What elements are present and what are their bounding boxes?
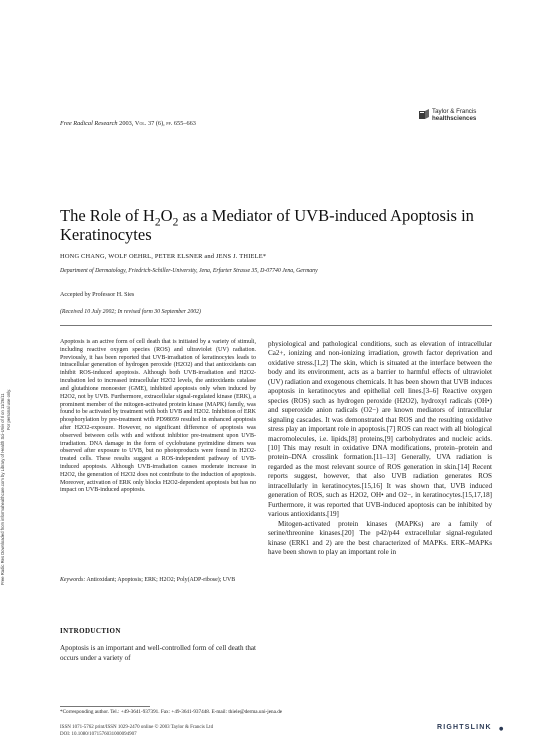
doi-line: DOI: 10.1080/1071576031000094907 (60, 731, 137, 737)
publisher-division: healthsciences (432, 115, 477, 122)
author-list: HONG CHANG, WOLF OEHRL, PETER ELSNER and JENS J. THIELE* (60, 253, 267, 260)
title-part-3: as a Mediator of UVB-induced Apoptosis in Keratinocytes (60, 206, 474, 244)
title-part-1: The Role of H (60, 206, 155, 225)
title-sub-2: 2 (172, 216, 179, 229)
received-dates: (Received 10 July 2002; In revised form 30 September 2002) (60, 309, 201, 315)
title-part-2: O (160, 206, 173, 225)
issn-line: ISSN 1071-5762 print/ISSN 1029-2470 online © 2003 Taylor & Francis Ltd (60, 725, 214, 730)
journal-citation: Free Radical Research 2003, Vol. 37 (6), pp. 655–663 (60, 120, 196, 127)
keywords-label: Keywords: (60, 577, 86, 583)
journal-name: Free Radical Research (60, 120, 118, 127)
body-right-column (268, 340, 492, 557)
issn-block (60, 725, 360, 738)
publisher-book-icon (418, 108, 430, 120)
keywords-text: Antioxidant; Apoptosis; ERK; H2O2; Poly(ADP-ribose); UVB (85, 577, 236, 583)
affiliation: Department of Dermatology, Friedrich-Schiller-University, Jena, Erfurter Strasse 35, D-07740 Jena, Germany (60, 268, 318, 274)
body-paragraph-1: physiological and pathological conditions, such as elevation of intracellular Ca2+, ionizing and non-ionizing irradiation, growth factor deprivation and oxidative stress.[1,2] The skin, which is situated at the interface between the body and its environment, acts as a barrier to harmful effects of ultraviolet (UV) radiation and exogenous chemicals. It has been shown that UVB induces apoptosis in keratinocytes and epithelial cell lines.[3–6] Reactive oxygen species (ROS) such as hydrogen peroxide (H2O2), hydroxyl radicals (OH•) and superoxide anion radicals (O2−) are known mediators of intracellular signaling cascades. It was demonstrated that ROS and the resulting oxidative stress play an important role in apoptosis.[7] ROS can react with all biological macromolecules, i.e. lipids,[8] proteins,[9] carbohydrates and nucleic acids.[10] This may result in oxidative DNA modifications, protein–protein and protein–DNA crosslink formation.[11–13] Generally, UVA radiation is regarded as the most relevant source of ROS generation in skin.[14] Recent reports suggest, however, that also UVB radiation generates ROS intracellularly in keratinocytes.[15,16] It was shown that, UVB induced generation of ROS, such as H2O2, OH• and O2−, in keratinocytes.[15,17,18] Furthermore, it was reported that UVB-induced apoptosis can be inhibited by various antioxidants.[19] (268, 340, 492, 519)
corresponding-author-footnote: *Corresponding author. Tel.: +49-3641-937391. Fax: +49-3641-937448. E-mail: thiele@derma.uni-jena.de (60, 709, 283, 715)
rightslink-label: RIGHTSLINK (437, 724, 492, 731)
rightslink-dots-icon: ● (499, 726, 504, 732)
title-sub-1: 2 (154, 216, 161, 229)
footnote-divider (60, 706, 150, 707)
body-paragraph-2: Mitogen-activated protein kinases (MAPKs) are a family of serine/threonine kinases.[20] The p42/p44 extracellular signal-regulated kinase (ERK1 and 2) are the best characterized of MAPKs. ERK–MAPKs have been shown to play an important role in (268, 519, 492, 556)
publisher-logo (418, 105, 492, 127)
keywords (60, 576, 256, 584)
introduction-heading: INTRODUCTION (60, 627, 121, 635)
accepted-by: Accepted by Professor H. Sies (60, 292, 135, 298)
download-watermark (0, 205, 14, 585)
journal-year: 2003 (119, 120, 132, 127)
journal-volume: Vol. 37 (6), pp. 655–663 (134, 120, 196, 127)
article-title (60, 206, 500, 244)
publisher-name: Taylor & Francis (432, 108, 477, 115)
introduction-text: Apoptosis is an important and well-controlled form of cell death that occurs under a variety of (60, 644, 256, 663)
abstract-text: Apoptosis is an active form of cell death that is initiated by a variety of stimuli, including reactive oxygen species (ROS) and ultraviolet (UV) radiation. Previously, it has been reported that UVB-irradiation of keratinocytes leads to intracellular generation of hydrogen peroxide (H2O2) and that antioxidants can inhibit ROS-induced apoptosis. Although both UVB-irradiation and H2O2-incubation led to increased intracellular H2O2 levels, the antioxidants catalase and glutathione monoester (GME), inhibited apoptosis only when induced by H2O2, not by UVB. Furthermore, extracellular signal-regulated kinase (ERK), a prominent member of the mitogen-activated protein kinase (MAPK) family, was found to be activated by treatment with both UVB and H2O2. Inhibition of ERK phosphorylation by pre-treatment with PD98059 resulted in enhanced apoptosis after H2O2-exposure. However, no significant difference of apoptosis was observed between cells with and without inhibitor pre-treatment upon UVB-irradiation. DNA damage in the form of cyclobutane pyrimidine dimers was observed after exposure to UVB, but no photoproducts were found in H2O2-treated cells. These results suggest a ROS-independent pathway of UVB-induced apoptosis. Although UVB-irradiation causes moderate increase in H2O2, the generation of H2O2 does not contribute to the induction of apoptosis. Moreover, activation of ERK only blocks H2O2-dependent apoptosis but has no impact on UVB-induced apoptosis. (60, 339, 256, 494)
header-divider (60, 325, 492, 326)
watermark-line-1: Free Radic Res Downloaded from informahealthcare.com by Library of Health Sci-Univ of Il on 11/26/11 (0, 393, 5, 585)
rightslink-logo[interactable] (437, 724, 507, 734)
watermark-line-2: For personal use only. (5, 388, 11, 430)
